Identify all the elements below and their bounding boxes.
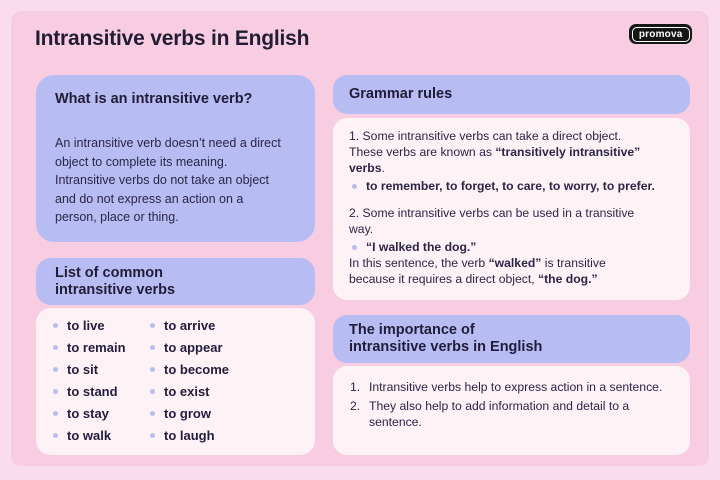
note-text1: In this sentence, the verb — [349, 256, 489, 270]
grammar-rule-2-example — [352, 239, 674, 255]
importance-item-text: They also help to add information and detail to a sentence. — [369, 399, 630, 429]
verb-label: to remain — [67, 339, 126, 355]
note-bold2: “the dog.” — [538, 272, 598, 286]
grammar-rule-1 — [349, 128, 674, 176]
verbs-card-title-line: List of common — [55, 264, 163, 281]
bullet-dot — [150, 367, 155, 372]
grammar-rule-2 — [349, 205, 674, 237]
importance-card-header — [333, 315, 690, 363]
verbs-column-1 — [53, 314, 150, 455]
grammar-rule-2-note — [349, 255, 674, 287]
bullet-dot — [150, 433, 155, 438]
note-bold1: “walked” — [488, 256, 542, 270]
verb-item — [53, 358, 150, 380]
bullet-dot — [53, 389, 58, 394]
definition-card-body — [55, 134, 296, 227]
verbs-card-title-line: intransitive verbs — [55, 281, 176, 298]
bullet-dot — [352, 245, 357, 250]
bullet-dot — [53, 433, 58, 438]
grammar-rule-1-example — [352, 178, 674, 194]
rule2-line1: 2. Some intransitive verbs can be used in a transitive — [349, 206, 635, 220]
bullet-dot — [53, 345, 58, 350]
verb-item — [150, 380, 229, 402]
rule1-example-text: to remember, to forget, to care, to worry, to prefer. — [366, 179, 655, 193]
importance-card-body — [333, 366, 690, 455]
grammar-card-title: Grammar rules — [349, 86, 453, 102]
rule1-line2-text: These verbs are known as — [349, 145, 496, 159]
verb-label: to walk — [67, 427, 112, 443]
bullet-dot — [150, 345, 155, 350]
verb-item — [150, 336, 229, 358]
brand-logo — [629, 24, 692, 44]
bullet-dot — [53, 411, 58, 416]
verb-item — [150, 424, 229, 446]
definition-card — [36, 75, 315, 242]
verbs-card-header — [36, 258, 315, 305]
importance-item-number: 2. — [350, 399, 361, 413]
page-title: Intransitive verbs in English — [35, 27, 310, 50]
definition-line: person, place or thing. — [55, 210, 179, 224]
rule1-line2-bold: “transitively intransitive” — [495, 145, 641, 159]
verb-label: to appear — [164, 339, 223, 355]
note-text3: because it requires a direct object, — [349, 272, 539, 286]
bullet-dot — [150, 389, 155, 394]
importance-item — [350, 379, 674, 395]
verb-item — [53, 380, 150, 402]
verb-item — [53, 336, 150, 358]
verb-label: to live — [67, 317, 105, 333]
verb-label: to stay — [67, 405, 109, 421]
verb-item — [150, 402, 229, 424]
rule1-line3-text: . — [381, 161, 385, 175]
importance-item-text: Intransitive verbs help to express action in a sentence. — [369, 380, 663, 394]
verb-label: to sit — [67, 361, 99, 377]
rule1-line1: 1. Some intransitive verbs can take a direct object. — [349, 129, 622, 143]
note-text2: is transitive — [541, 256, 606, 270]
verbs-column-2 — [150, 314, 229, 455]
verb-label: to stand — [67, 383, 118, 399]
verb-item — [150, 358, 229, 380]
definition-line: Intransitive verbs do not take an object — [55, 173, 270, 187]
bullet-dot — [150, 411, 155, 416]
rule2-example-text: “I walked the dog.” — [366, 240, 477, 254]
importance-card-title — [349, 322, 542, 356]
verb-label: to become — [164, 361, 230, 377]
verb-label: to exist — [164, 383, 210, 399]
definition-line: and do not express an action on a — [55, 191, 244, 206]
verb-item — [53, 314, 150, 336]
rule2-line2: way. — [349, 222, 374, 236]
rule1-line3-bold: verbs — [349, 161, 382, 175]
importance-card-title-line: The importance of — [349, 322, 475, 338]
verbs-card-title — [55, 265, 175, 299]
verb-label: to arrive — [164, 317, 216, 333]
definition-card-title: What is an intransitive verb? — [55, 91, 253, 107]
importance-card-title-line: intransitive verbs in English — [349, 339, 543, 355]
verb-item — [53, 424, 150, 446]
importance-item — [350, 398, 674, 430]
verb-item — [150, 314, 229, 336]
bullet-dot — [150, 323, 155, 328]
verb-label: to laugh — [164, 427, 215, 443]
definition-line: object to complete its meaning. — [55, 154, 228, 169]
verb-item — [53, 402, 150, 424]
verb-label: to grow — [164, 405, 211, 421]
bullet-dot — [53, 323, 58, 328]
brand-logo-text: promova — [632, 27, 690, 42]
bullet-dot — [53, 367, 58, 372]
definition-line: An intransitive verb doesn’t need a direct — [55, 136, 281, 150]
grammar-card-body — [333, 118, 690, 300]
bullet-dot — [352, 184, 357, 189]
grammar-card-header — [333, 75, 690, 114]
importance-item-number: 1. — [350, 380, 361, 394]
verbs-card-body — [36, 308, 315, 455]
